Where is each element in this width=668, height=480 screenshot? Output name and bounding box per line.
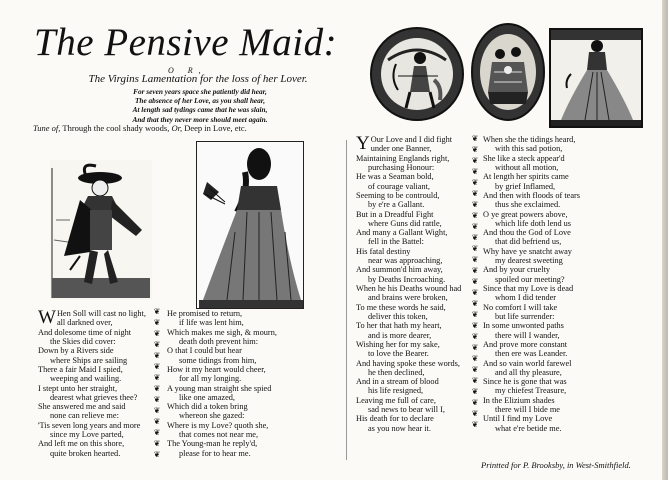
ornament-fleuron-icon: ❦	[471, 299, 479, 308]
verse-line: if life was lent him,	[179, 318, 244, 328]
verse-line: Seeming to be contrould,	[356, 190, 440, 200]
verse-column-4	[483, 135, 580, 433]
verse-line: which life doth lend us	[495, 218, 572, 228]
woodcut-cavalier-image	[50, 160, 152, 300]
verse-line: but life surrender:	[495, 311, 555, 321]
verse-line: whom I did tender	[495, 293, 557, 303]
verse-line: Since he is gone that was	[483, 377, 567, 387]
verse-line: fell in the Battel:	[368, 237, 424, 247]
verse-line: under one Banner,	[370, 144, 432, 154]
verse-line: Why have ye snatcht away	[483, 246, 572, 256]
woodcut-oval-image	[470, 22, 546, 122]
ornament-fleuron-icon: ❦	[471, 376, 479, 385]
verse-line: there will I wander,	[495, 330, 560, 340]
verse-line: by grief Inflamed,	[495, 181, 556, 191]
verse-line: He promised to return,	[167, 309, 243, 318]
verse-line: like one amazed,	[179, 392, 235, 402]
verse-line-text: Our Love and I did fight	[370, 135, 453, 144]
verse-line: In the Elizium shades	[483, 395, 555, 405]
verse-line: Where is my Love? quoth she,	[167, 420, 269, 430]
ornament-fleuron-icon: ❦	[153, 395, 161, 404]
ornament-fleuron-icon: ❦	[153, 384, 161, 393]
summary-line: The absence of her Love, as you shall hear,	[134, 96, 266, 106]
tune-or: Or,	[171, 123, 183, 133]
verse-line: And so vain world farewel	[483, 358, 572, 368]
verse-line: and brains were broken,	[368, 293, 448, 303]
ornament-fleuron-icon: ❦	[471, 332, 479, 341]
verse-line: Since that my Love is dead	[483, 284, 574, 293]
verse-line: he then declined,	[368, 367, 425, 377]
verse-line: for all my longing.	[179, 374, 242, 384]
verse-line: A young man straight she spied	[167, 383, 272, 393]
ornament-fleuron-icon: ❦	[153, 351, 161, 360]
verse-line: To her that hath my heart,	[356, 321, 442, 331]
verse-line: my dearest sweeting	[495, 256, 563, 266]
verse-line: When he his Deaths wound had	[356, 284, 462, 293]
verse-line: In some unwonted paths	[483, 321, 564, 331]
verse-line: And dolesome time of night	[38, 327, 132, 337]
verse-line: by Deaths Incroaching.	[368, 274, 446, 284]
ornament-fleuron-icon: ❦	[471, 365, 479, 374]
verse-line: death doth prevent him:	[179, 336, 259, 346]
verse-line: of courage valiant,	[368, 181, 430, 191]
verse-line: and all thy pleasure,	[495, 367, 562, 377]
verse-line: dearest what grieves thee?	[50, 392, 138, 402]
ornament-fleuron-icon: ❦	[471, 233, 479, 242]
center-divider	[346, 140, 347, 460]
verse-line: all darkned over,	[56, 318, 113, 328]
page-edge-shadow	[662, 0, 668, 480]
verse-line: that did befriend us,	[495, 237, 562, 247]
summary-line: For seven years space she patiently did hear,	[133, 87, 267, 96]
verse-line: O ye great powers above,	[483, 209, 568, 219]
drop-cap-w: W	[38, 307, 56, 328]
tune-name-1: Through the cool shady woods,	[62, 123, 170, 133]
verse-line: Down by a Rivers side	[38, 346, 114, 356]
verse-line: the Skies did cover:	[50, 336, 116, 346]
verse-line: And then with floods of tears	[483, 190, 581, 200]
verse-line: But in a Dreadful Fight	[356, 209, 434, 219]
ornament-fleuron-icon: ❦	[471, 178, 479, 187]
verse-line: there will I bide me	[495, 405, 560, 415]
verse-line: Until I find my Love	[483, 414, 553, 424]
verse-line: Maintaining Englands right,	[356, 153, 450, 163]
tune-line	[33, 123, 247, 133]
verse-line: near was approaching,	[368, 256, 443, 266]
ornament-column-2	[469, 133, 481, 430]
ornament-fleuron-icon: ❦	[471, 354, 479, 363]
ornament-fleuron-icon: ❦	[153, 373, 161, 382]
verse-line: And having spoke these words,	[356, 358, 460, 368]
verse-line: Leaving me full of care,	[356, 395, 436, 405]
verse-line: And many a Gallant Wight,	[356, 228, 448, 238]
verse-line: He was a Seaman bold,	[356, 172, 434, 182]
verse-line: whereon she gazed:	[179, 411, 245, 421]
verse-line-text: Hen Soll will cast no light,	[56, 309, 146, 318]
alternative-title-or: O R,	[168, 66, 207, 75]
verse-line: His death for to declare	[356, 414, 434, 424]
verse-line: The Young-man he reply'd,	[167, 439, 258, 449]
verse-line: She answered me and said	[38, 402, 126, 412]
ornament-fleuron-icon: ❦	[153, 340, 161, 349]
verse-line: sad news to bear will I,	[368, 405, 445, 415]
ornament-fleuron-icon: ❦	[471, 288, 479, 297]
verse-column-1	[38, 309, 146, 458]
verse-line: then ere was Leander.	[495, 349, 568, 359]
ornament-fleuron-icon: ❦	[153, 362, 161, 371]
ornament-fleuron-icon: ❦	[471, 266, 479, 275]
ornament-fleuron-icon: ❦	[153, 417, 161, 426]
verse-line: And by your cruelty	[483, 265, 551, 275]
verse-line: thus she exclaimed.	[495, 200, 561, 210]
ornament-fleuron-icon: ❦	[471, 420, 479, 429]
verse-line: Which did a token bring	[167, 402, 248, 412]
ornament-fleuron-icon: ❦	[471, 200, 479, 209]
verse-line: When she the tidings heard,	[483, 135, 576, 144]
verse-line: I stept unto her straight,	[38, 383, 118, 393]
verse-line: where Ships are sailing	[50, 355, 128, 365]
ornament-fleuron-icon: ❦	[153, 439, 161, 448]
ornament-fleuron-icon: ❦	[153, 307, 161, 316]
ornament-fleuron-icon: ❦	[471, 343, 479, 352]
ornament-fleuron-icon: ❦	[471, 167, 479, 176]
verse-line: At length her spirits came	[483, 172, 569, 182]
ornament-fleuron-icon: ❦	[471, 244, 479, 253]
summary-verse	[70, 87, 330, 124]
verse-line: There a fair Maid I spied,	[38, 364, 123, 374]
ornament-fleuron-icon: ❦	[471, 222, 479, 231]
verse-column-3	[356, 135, 461, 433]
verse-line: without all motion,	[495, 162, 559, 172]
verse-line: his life resigned,	[368, 386, 424, 396]
ornament-fleuron-icon: ❦	[153, 428, 161, 437]
ornament-fleuron-icon: ❦	[471, 156, 479, 165]
woodcut-archer-roundel-image	[368, 20, 466, 128]
ballad-title: The Pensive Maid:	[34, 21, 338, 64]
drop-cap-y: Y	[356, 133, 370, 154]
ornament-fleuron-icon: ❦	[153, 406, 161, 415]
verse-line: my chiefest Treasure,	[495, 386, 567, 396]
verse-line: some tidings from him,	[179, 355, 257, 365]
ornament-fleuron-icon: ❦	[471, 134, 479, 143]
verse-line: purchasing Honour:	[368, 162, 435, 172]
ornament-fleuron-icon: ❦	[471, 387, 479, 396]
verse-line: To me these words he said,	[356, 302, 446, 312]
verse-line: And prove more constant	[483, 339, 568, 349]
verse-line: 'Tis seven long years and more	[38, 420, 141, 430]
ornament-fleuron-icon: ❦	[471, 398, 479, 407]
ornament-fleuron-icon: ❦	[471, 321, 479, 330]
verse-line: please for to hear me.	[179, 448, 251, 458]
summary-line: At length sad tydings came that he was slain,	[132, 105, 268, 115]
verse-line: what e're betide me.	[495, 423, 562, 433]
ornament-fleuron-icon: ❦	[153, 318, 161, 327]
ornament-fleuron-icon: ❦	[471, 277, 479, 286]
verse-line: with this sad potion,	[495, 144, 563, 154]
verse-line: to love the Bearer.	[368, 349, 429, 359]
verse-line: And summon'd him away,	[356, 265, 443, 275]
ornament-fleuron-icon: ❦	[153, 450, 161, 459]
ornament-fleuron-icon: ❦	[471, 211, 479, 220]
verse-line: And thou the God of Love	[483, 228, 571, 238]
ornament-fleuron-icon: ❦	[153, 329, 161, 338]
verse-line: spoiled our meeting?	[495, 274, 565, 284]
verse-line: where Guns did rattle,	[368, 218, 442, 228]
verse-line: Wishing her for my sake,	[356, 339, 440, 349]
verse-line: and is more dearer,	[368, 330, 432, 340]
ballad-subtitle	[38, 73, 358, 85]
subtitle-text: The Virgins Lamentation for the loss of her Lover.	[88, 73, 308, 85]
verse-line: And in a stream of blood	[356, 377, 439, 387]
ornament-fleuron-icon: ❦	[471, 255, 479, 264]
verse-line: none can relieve me:	[50, 411, 119, 421]
verse-line: weeping and wailing.	[50, 374, 122, 384]
verse-line: Which makes me sigh, & mourn,	[167, 327, 277, 337]
verse-line: O that I could but hear	[167, 346, 242, 356]
tune-name-2: Deep in Love, etc.	[184, 123, 247, 133]
verse-line: His fatal destiny	[356, 246, 411, 256]
ornament-fleuron-icon: ❦	[471, 409, 479, 418]
verse-column-2	[167, 309, 277, 458]
verse-line: as you now hear it.	[368, 423, 431, 433]
verse-line: by e're a Gallant.	[368, 200, 425, 210]
printer-imprint: Printted for P. Brooksby, in West-Smithfield.	[481, 460, 631, 470]
verse-line: that comes not near me,	[179, 430, 259, 440]
ornament-fleuron-icon: ❦	[471, 189, 479, 198]
tune-prefix: Tune of,	[33, 123, 61, 133]
verse-line: And left me on this shore,	[38, 439, 125, 449]
verse-line: No comfort I will take	[483, 302, 558, 312]
verse-line: quite broken hearted.	[50, 448, 121, 458]
ornament-fleuron-icon: ❦	[471, 145, 479, 154]
woodcut-lady-fan-image	[196, 141, 304, 309]
verse-line: She like a steck appear'd	[483, 153, 565, 163]
verse-line: deliver this token,	[368, 311, 428, 321]
summary-line: And that they never more should meet again.	[132, 114, 268, 124]
ornament-column-1	[151, 306, 163, 460]
woodcut-lady-square-image	[549, 28, 643, 128]
ornament-fleuron-icon: ❦	[471, 310, 479, 319]
verse-line: How it my heart would cheer,	[167, 364, 266, 374]
verse-line: since my Love parted,	[50, 430, 124, 440]
